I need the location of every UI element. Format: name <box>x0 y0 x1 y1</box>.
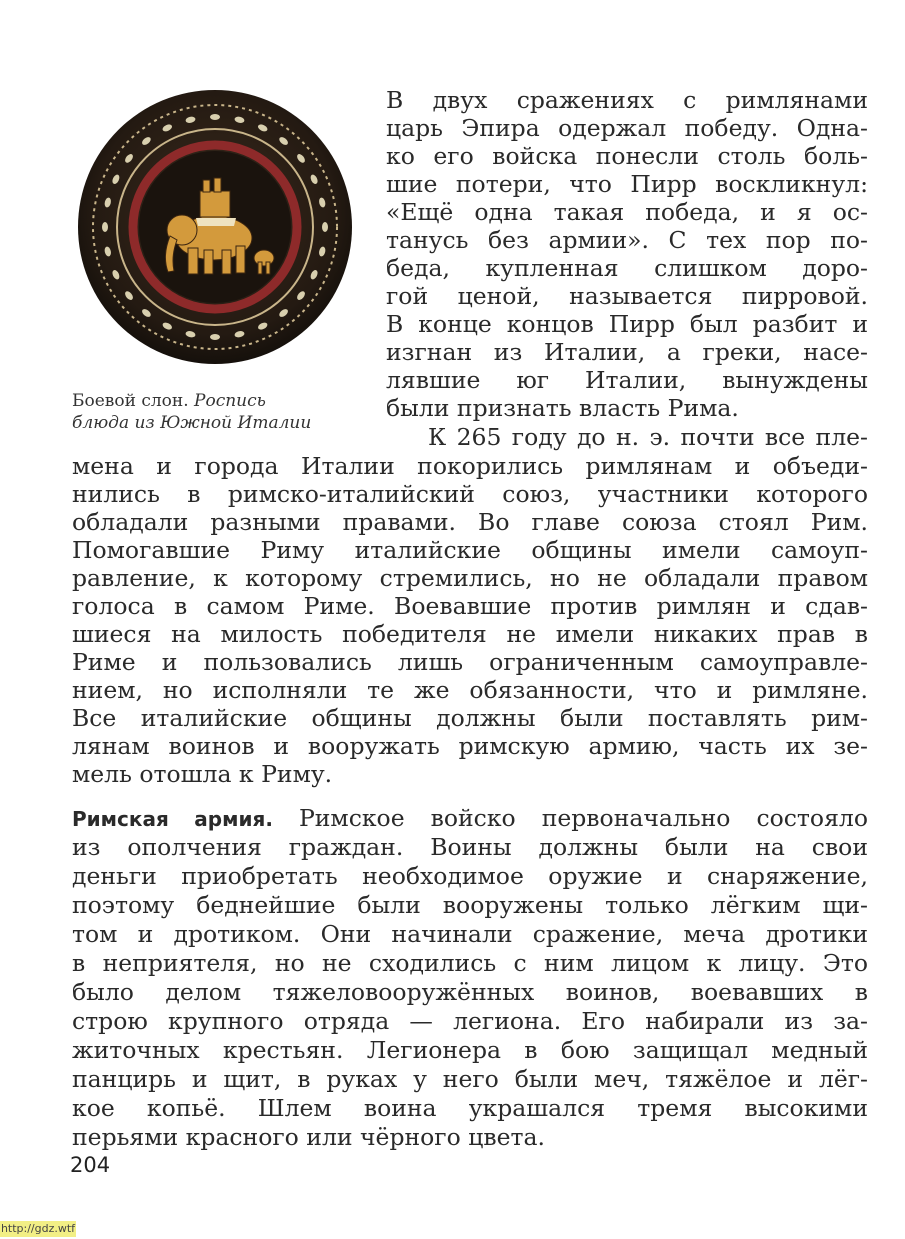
body-line: «Ещё одна такая победа, и я ос- <box>386 198 868 226</box>
body-line: поэтому беднейшие были вооружены только лёгким щи- <box>72 891 868 919</box>
body-line: танусь без армии». С тех пор по- <box>386 226 868 254</box>
section-first-line <box>72 804 868 834</box>
body-line: Все италийские общины должны были поставлять рим- <box>72 704 868 732</box>
body-line: К 265 году до н. э. почти все пле- <box>428 423 868 451</box>
section-first-line-text: Римское войско первоначально состояло <box>298 804 868 832</box>
body-line: равление, к которому стремились, но не обладали правом <box>72 564 868 592</box>
body-line: ко его войска понесли столь боль- <box>386 142 868 170</box>
body-line: в неприятеля, но не сходились с ним лицом к лицу. Это <box>72 949 868 977</box>
body-line: мена и города Италии покорились римлянам и объеди- <box>72 452 868 480</box>
body-line: Помогавшие Риму италийские общины имели самоуп- <box>72 536 868 564</box>
painted-plate-illustration <box>76 88 354 366</box>
body-line: житочных крестьян. Легионера в бою защищал медный <box>72 1036 868 1064</box>
body-line: гой ценой, называется пирровой. <box>386 282 868 310</box>
body-line: том и дротиком. Они начинали сражение, меча дротики <box>72 920 868 948</box>
body-line: шиеся на милость победителя не имели никаких прав в <box>72 620 868 648</box>
body-line: мель отошла к Риму. <box>72 760 333 788</box>
body-line: деньги приобретать необходимое оружие и снаряжение, <box>72 862 868 890</box>
body-line: панцирь и щит, в руках у него были меч, тяжёлое и лёг- <box>72 1065 868 1093</box>
page-number: 204 <box>70 1153 111 1177</box>
body-line: В конце концов Пирр был разбит и <box>386 310 868 338</box>
body-line: В двух сражениях с римлянами <box>386 86 868 114</box>
watermark-link[interactable]: http://gdz.wtf <box>0 1222 76 1235</box>
caption-plain: Боевой слон. <box>72 391 189 411</box>
body-line: шие потери, что Пирр воскликнул: <box>386 170 868 198</box>
body-line: лянам воинов и вооружать римскую армию, часть их зе- <box>72 732 868 760</box>
body-line: лявшие юг Италии, вынуждены <box>386 366 868 394</box>
body-line: были признать власть Рима. <box>386 394 739 422</box>
body-line: беда, купленная слишком доро- <box>386 254 868 282</box>
body-line: нились в римско-италийский союз, участники которого <box>72 480 868 508</box>
figure-caption <box>72 390 372 434</box>
caption-italic-1: Роспись <box>194 391 266 411</box>
body-line: было делом тяжеловооружённых воинов, воевавших в <box>72 978 868 1006</box>
war-elephant-plate-image <box>76 88 354 366</box>
body-line: из ополчения граждан. Воины должны были на свои <box>72 833 868 861</box>
body-line: нием, но исполняли те же обязанности, что и римляне. <box>72 676 868 704</box>
body-line: изгнан из Италии, а греки, насе- <box>386 338 868 366</box>
body-line: Риме и пользовались лишь ограниченным самоуправле- <box>72 648 868 676</box>
body-line: обладали разными правами. Во главе союза стоял Рим. <box>72 508 868 536</box>
body-line: строю крупного отряда — легиона. Его набирали из за- <box>72 1007 868 1035</box>
section-heading: Римская армия. <box>72 807 273 831</box>
body-line: кое копьё. Шлем воина украшался тремя высокими <box>72 1094 868 1122</box>
body-line: перьями красного или чёрного цвета. <box>72 1123 545 1151</box>
body-line: голоса в самом Риме. Воевавшие против римлян и сдав- <box>72 592 868 620</box>
body-line: царь Эпира одержал победу. Одна- <box>386 114 868 142</box>
caption-italic-2: блюда из Южной Италии <box>72 413 312 433</box>
